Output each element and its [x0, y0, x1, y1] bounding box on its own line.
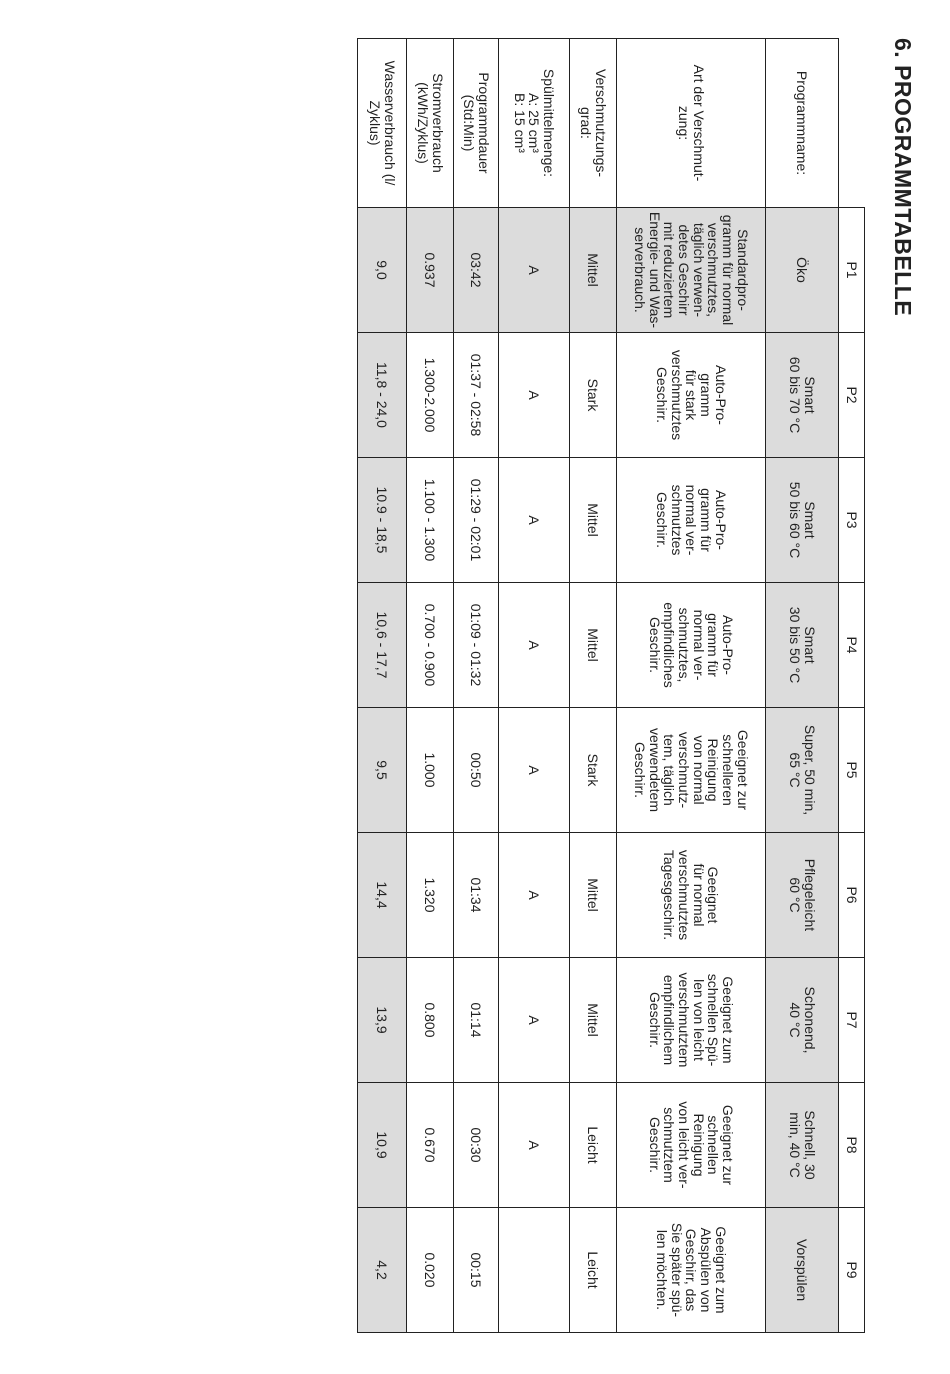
cell-dauer-p3: 01:29 - 02:01 — [454, 458, 499, 583]
cell-strom-p2: 1.300-2.000 — [407, 333, 454, 458]
cell-name-p7: Schonend, 40 °C — [766, 958, 839, 1083]
row-label-dauer: Programmdauer (Std:Min) — [454, 39, 499, 208]
cell-art-p9: Geeignet zum Abspülen von Geschirr, das Sie später spü- len möchten. — [617, 1208, 766, 1333]
soil-level-row — [570, 39, 617, 1333]
row-label-name: Programmname: — [766, 39, 839, 208]
cell-art-p2: Auto-Pro- gramm für stark verschmutztes Geschirr. — [617, 333, 766, 458]
duration-row — [454, 39, 499, 1333]
cell-id-p5: P5 — [839, 708, 865, 833]
cell-id-p2: P2 — [839, 333, 865, 458]
cell-art-p6: Geeignet für normal verschmutztes Tagesgeschirr. — [617, 833, 766, 958]
cell-grad-p2: Stark — [570, 333, 617, 458]
cell-id-p8: P8 — [839, 1083, 865, 1208]
cell-dauer-p4: 01:09 - 01:32 — [454, 583, 499, 708]
cell-wasser-p9: 4,2 — [358, 1208, 407, 1333]
cell-grad-p6: Mittel — [570, 833, 617, 958]
program-name-row — [766, 39, 839, 1333]
cell-spuelmittel-p2: A — [499, 333, 570, 458]
page-title: 6. PROGRAMMTABELLE — [890, 38, 916, 317]
row-label-spuelmittel: Spülmittelmenge: A: 25 cm³ B: 15 cm³ — [499, 39, 570, 208]
cell-art-p8: Geeignet zur schnellen Reinigung von leicht ver- schmutztem Geschirr. — [617, 1083, 766, 1208]
cell-dauer-p7: 01:14 — [454, 958, 499, 1083]
water-row — [358, 39, 407, 1333]
cell-strom-p3: 1.100 - 1.300 — [407, 458, 454, 583]
cell-dauer-p9: 00:15 — [454, 1208, 499, 1333]
cell-spuelmittel-p8: A — [499, 1083, 570, 1208]
cell-id-p1: P1 — [839, 208, 865, 333]
cell-grad-p3: Mittel — [570, 458, 617, 583]
soil-type-row — [617, 39, 766, 1333]
row-label-art: Art der Verschmut- zung: — [617, 39, 766, 208]
cell-spuelmittel-p7: A — [499, 958, 570, 1083]
detergent-row — [499, 39, 570, 1333]
cell-grad-p7: Mittel — [570, 958, 617, 1083]
cell-wasser-p4: 10,6 - 17,7 — [358, 583, 407, 708]
cell-art-p4: Auto-Pro- gramm für normal ver- schmutztes, empfindliches Geschirr. — [617, 583, 766, 708]
cell-strom-p6: 1.320 — [407, 833, 454, 958]
table-corner — [839, 39, 865, 208]
cell-id-p4: P4 — [839, 583, 865, 708]
energy-row — [407, 39, 454, 1333]
cell-name-p5: Super, 50 min, 65 °C — [766, 708, 839, 833]
cell-name-p6: Pflegeleicht 60 °C — [766, 833, 839, 958]
cell-dauer-p1: 03:42 — [454, 208, 499, 333]
cell-name-p3: Smart 50 bis 60 °C — [766, 458, 839, 583]
cell-spuelmittel-p5: A — [499, 708, 570, 833]
cell-wasser-p5: 9,5 — [358, 708, 407, 833]
cell-name-p4: Smart 30 bis 50 °C — [766, 583, 839, 708]
cell-art-p1: Standardpro- gramm für normal verschmutztes, täglich verwen- detes Geschirr mit reduziertem Energie- und Was- serverbrauch. — [617, 208, 766, 333]
cell-art-p7: Geeignet zum schnellen Spü- len von leicht verschmutztem empfindlichem Geschirr. — [617, 958, 766, 1083]
cell-name-p8: Schnell, 30 min, 40 °C — [766, 1083, 839, 1208]
cell-dauer-p5: 00:50 — [454, 708, 499, 833]
cell-strom-p9: 0.020 — [407, 1208, 454, 1333]
cell-id-p6: P6 — [839, 833, 865, 958]
cell-name-p9: Vorspülen — [766, 1208, 839, 1333]
cell-spuelmittel-p3: A — [499, 458, 570, 583]
cell-name-p2: Smart 60 bis 70 °C — [766, 333, 839, 458]
cell-id-p3: P3 — [839, 458, 865, 583]
program-id-row — [839, 39, 865, 1333]
program-table — [357, 38, 865, 1333]
cell-grad-p4: Mittel — [570, 583, 617, 708]
cell-wasser-p6: 14,4 — [358, 833, 407, 958]
cell-spuelmittel-p6: A — [499, 833, 570, 958]
cell-wasser-p3: 10.9 - 18,5 — [358, 458, 407, 583]
cell-dauer-p6: 01:34 — [454, 833, 499, 958]
cell-dauer-p8: 00:30 — [454, 1083, 499, 1208]
cell-id-p7: P7 — [839, 958, 865, 1083]
cell-dauer-p2: 01:37 - 02:58 — [454, 333, 499, 458]
cell-grad-p5: Stark — [570, 708, 617, 833]
cell-spuelmittel-p1: A — [499, 208, 570, 333]
cell-id-p9: P9 — [839, 1208, 865, 1333]
cell-wasser-p7: 13,9 — [358, 958, 407, 1083]
cell-grad-p8: Leicht — [570, 1083, 617, 1208]
cell-strom-p7: 0.800 — [407, 958, 454, 1083]
cell-name-p1: Öko — [766, 208, 839, 333]
row-label-wasser: Wasserverbrauch (l/ Zyklus) — [358, 39, 407, 208]
cell-grad-p1: Mittel — [570, 208, 617, 333]
cell-art-p3: Auto-Pro- gramm für normal ver- schmutztes Geschirr. — [617, 458, 766, 583]
cell-strom-p8: 0.670 — [407, 1083, 454, 1208]
cell-strom-p4: 0.700 - 0.900 — [407, 583, 454, 708]
cell-spuelmittel-p4: A — [499, 583, 570, 708]
cell-strom-p5: 1.000 — [407, 708, 454, 833]
cell-spuelmittel-p9 — [499, 1208, 570, 1333]
row-label-grad: Verschmutzungs- grad: — [570, 39, 617, 208]
cell-strom-p1: 0.937 — [407, 208, 454, 333]
cell-wasser-p1: 9,0 — [358, 208, 407, 333]
cell-wasser-p8: 10,9 — [358, 1083, 407, 1208]
cell-wasser-p2: 11,8 - 24,0 — [358, 333, 407, 458]
row-label-strom: Stromverbrauch (kWh/Zyklus) — [407, 39, 454, 208]
cell-art-p5: Geeignet zur schnelleren Reinigung von normal verschmutz- tem, täglich verwendetem Geschirr. — [617, 708, 766, 833]
cell-grad-p9: Leicht — [570, 1208, 617, 1333]
